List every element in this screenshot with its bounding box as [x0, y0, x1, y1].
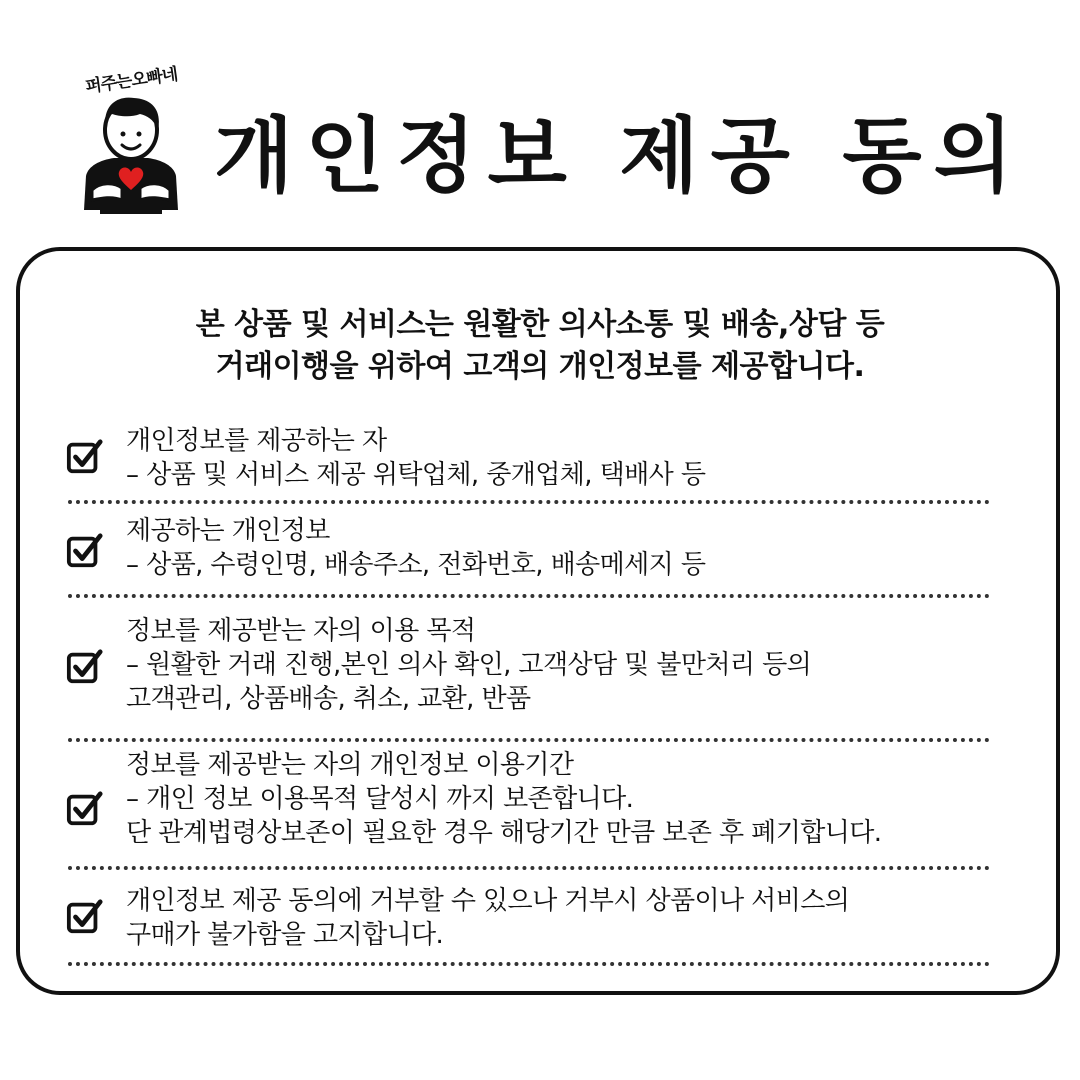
item-line: 개인정보를 제공하는 자: [126, 426, 387, 456]
checkbox-checked-icon: [66, 532, 104, 570]
item-line: – 상품 및 서비스 제공 위탁업체, 중개업체, 택배사 등: [126, 460, 706, 490]
dotted-divider: [68, 500, 990, 504]
item-text: [126, 884, 849, 952]
item-line: 개인정보 제공 동의에 거부할 수 있으나 거부시 상품이나 서비스의: [126, 886, 850, 916]
character-holding-heart-icon: [74, 90, 189, 220]
item-line: 단 관계법령상보존이 필요한 경우 해당기간 만큼 보존 후 폐기합니다.: [126, 818, 882, 848]
item-text: [126, 614, 811, 716]
intro-text: [0, 304, 1080, 388]
checkbox-checked-icon: [66, 438, 104, 476]
item-line: 정보를 제공받는 자의 이용 목적: [126, 616, 476, 646]
dotted-divider: [68, 738, 990, 742]
checkbox-checked-icon: [66, 648, 104, 686]
dotted-divider: [68, 594, 990, 598]
item-line: – 원활한 거래 진행,본인 의사 확인, 고객상담 및 불만처리 등의: [126, 650, 812, 680]
item-line: 구매가 불가함을 고지합니다.: [126, 920, 444, 950]
item-line: – 상품, 수령인명, 배송주소, 전화번호, 배송메세지 등: [126, 550, 706, 580]
item-line: – 개인 정보 이용목적 달성시 까지 보존합니다.: [126, 784, 634, 814]
logo-text: 퍼주는오빠네: [84, 64, 179, 98]
intro-line-2: 거래이행을 위하여 고객의 개인정보를 제공합니다.: [215, 349, 865, 384]
item-text: [126, 748, 881, 850]
item-line: 고객관리, 상품배송, 취소, 교환, 반품: [126, 684, 531, 714]
item-text: [126, 514, 705, 582]
dotted-divider: [68, 866, 990, 870]
page-title: 개인정보 제공 동의: [214, 109, 1025, 204]
item-line: 정보를 제공받는 자의 개인정보 이용기간: [126, 750, 574, 780]
checkbox-checked-icon: [66, 898, 104, 936]
checkbox-checked-icon: [66, 790, 104, 828]
intro-line-1: 본 상품 및 서비스는 원활한 의사소통 및 배송,상담 등: [195, 307, 885, 342]
item-text: [126, 424, 705, 492]
item-line: 제공하는 개인정보: [126, 516, 330, 546]
brand-logo: [62, 60, 202, 225]
dotted-divider: [68, 962, 990, 966]
